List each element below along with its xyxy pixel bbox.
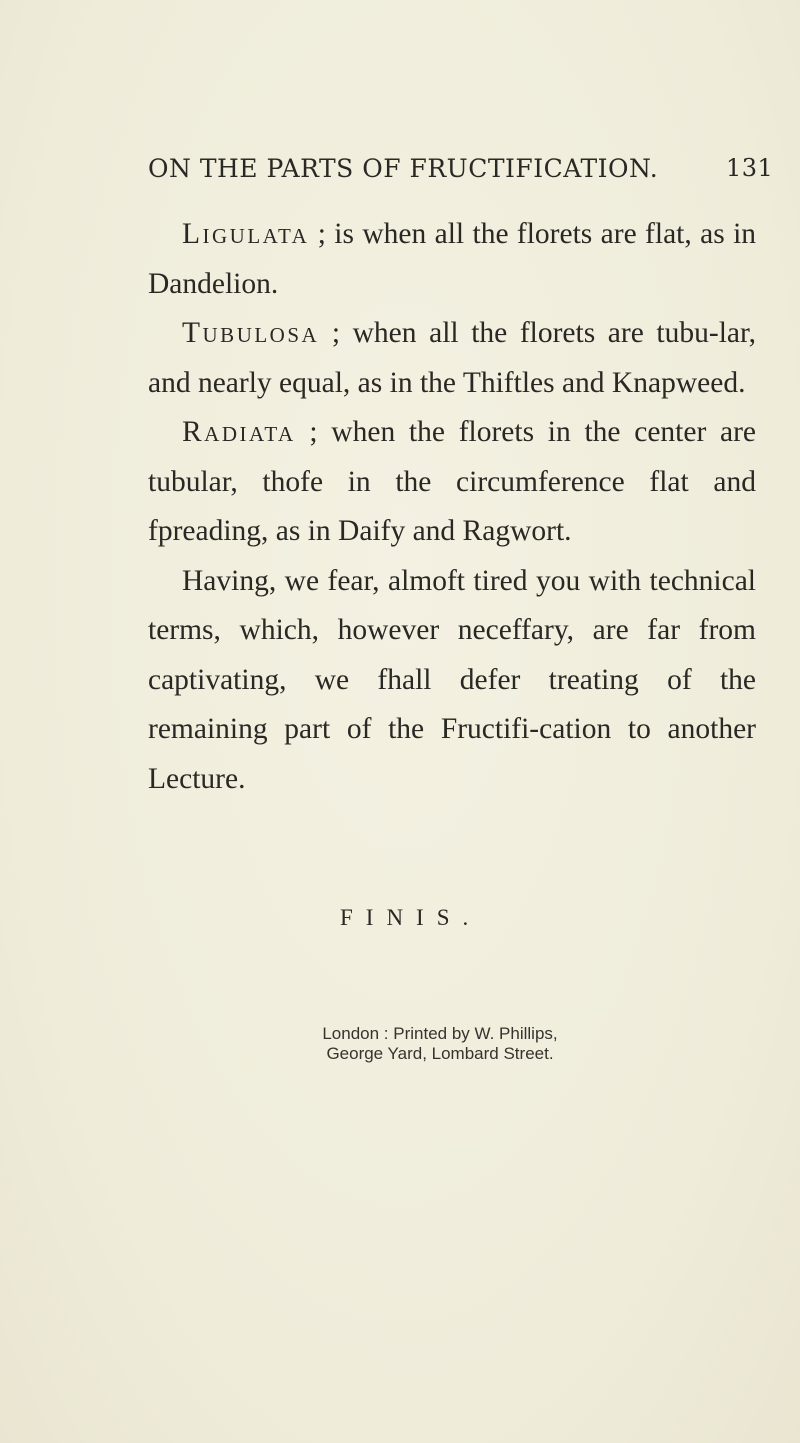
body-text	[148, 210, 756, 804]
term-tubulosa: Tubulosa	[182, 317, 320, 349]
term-radiata: Radiata	[182, 416, 296, 448]
page-number: 131	[726, 154, 774, 182]
paragraph-radiata	[148, 408, 756, 557]
paragraph-text: ; is when all the florets are flat, as in Dandelion.	[148, 218, 757, 300]
imprint-line-2: George Yard, Lombard Street.	[326, 1044, 554, 1063]
running-head	[148, 154, 774, 183]
paragraph-text: ; when the florets in the center are tubular, thofe in the circumference flat and fpreading, as in Daify and Ragwort.	[148, 416, 757, 547]
printer-imprint	[280, 1024, 600, 1064]
paragraph-ligulata	[148, 210, 756, 309]
running-title: ON THE PARTS OF FRUCTIFICATION.	[148, 154, 659, 183]
imprint-line-1: London : Printed by W. Phillips,	[322, 1024, 558, 1043]
paragraph-tubulosa	[148, 309, 756, 408]
finis-heading: FINIS.	[340, 905, 482, 930]
paragraph-closing	[148, 557, 756, 805]
paragraph-text: Having, we fear, almoft tired you with technical terms, which, however neceffary, are far from captivating, we fhall defer treating of the remaining part of the Fructifi-cation to another Lecture.	[148, 564, 756, 795]
paragraph-text: ; when all the florets are tubu-lar, and nearly equal, as in the Thiftles and Knapweed.	[148, 317, 756, 399]
term-ligulata: Ligulata	[182, 218, 310, 250]
